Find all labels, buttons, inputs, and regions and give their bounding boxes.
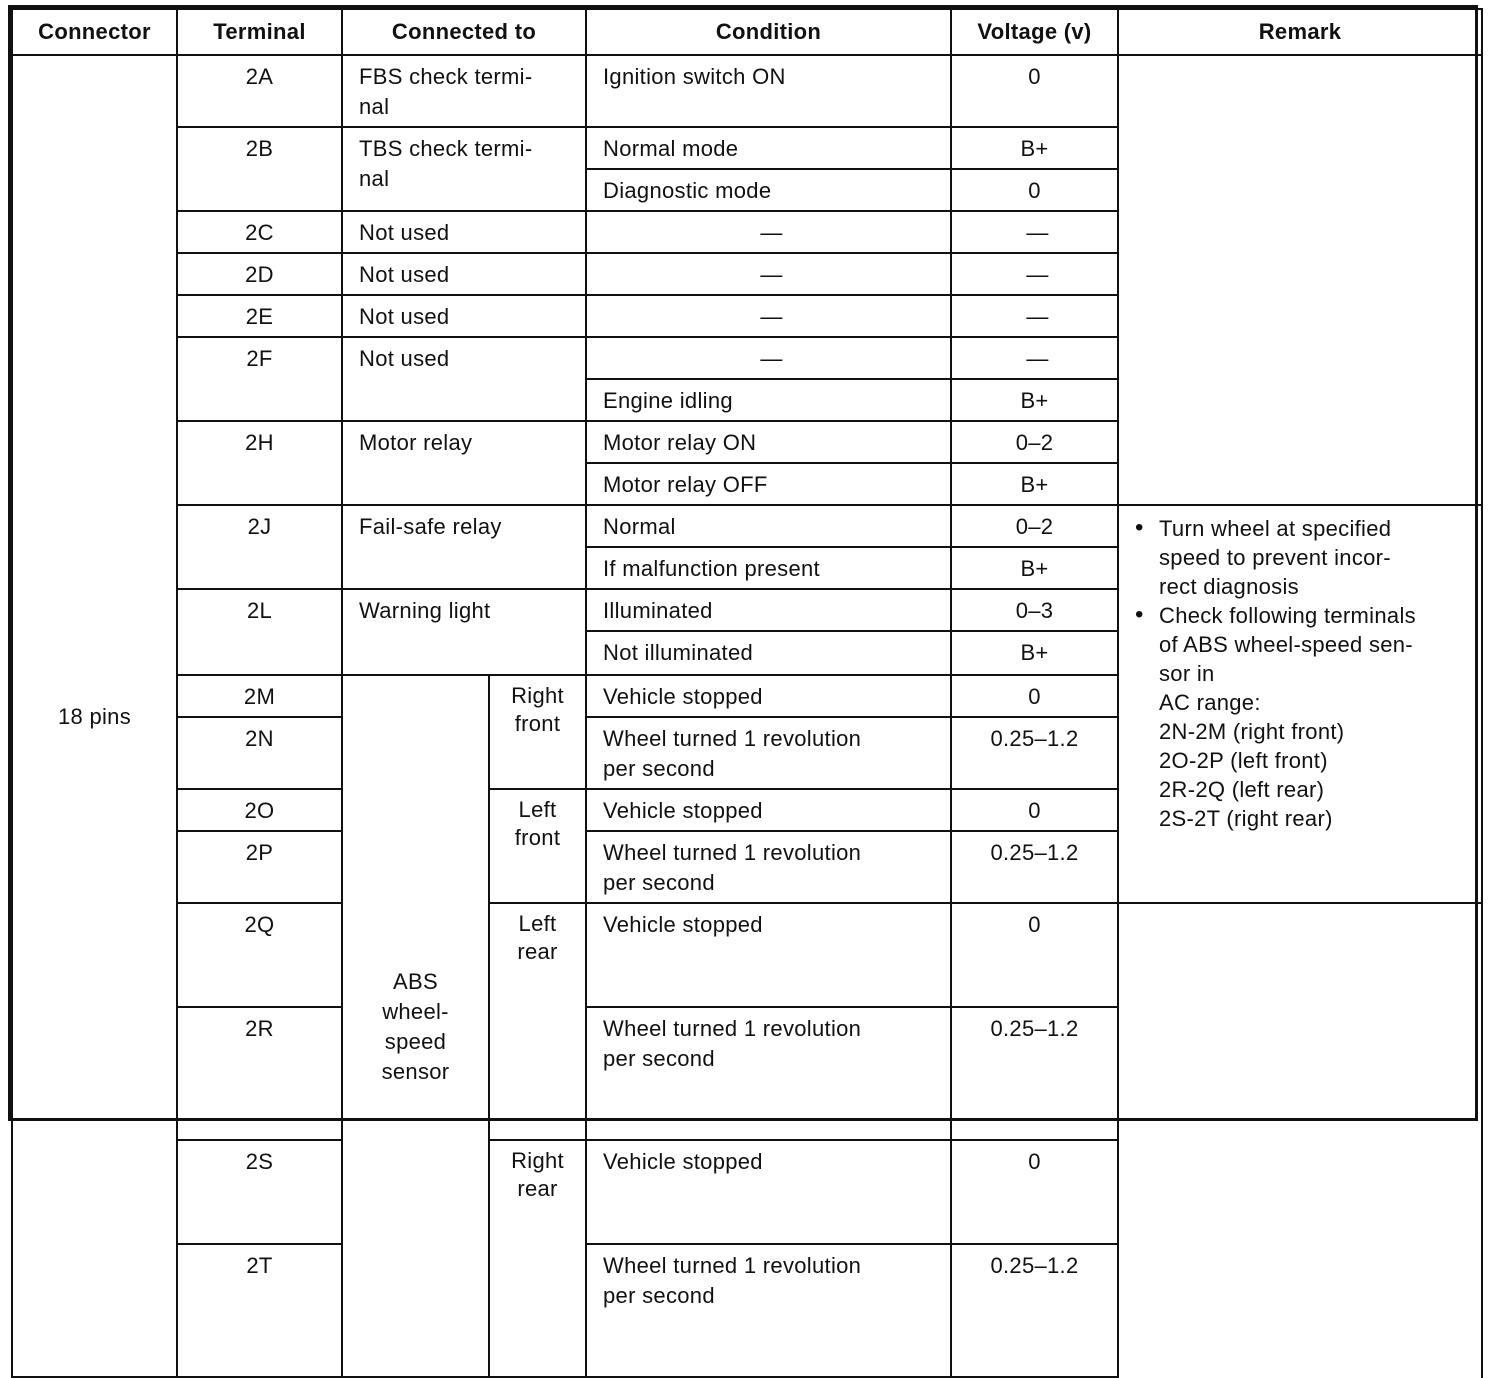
terminal-cell: 2F (177, 337, 342, 421)
wheel-position-cell: Right front (489, 675, 586, 789)
abs-terminal-table (11, 8, 1483, 1378)
connected-to-cell: TBS check termi- nal (342, 127, 586, 211)
voltage-cell: — (951, 211, 1118, 253)
terminal-cell: 2T (177, 1244, 342, 1378)
wheel-position-cell: Left front (489, 789, 586, 903)
header-terminal: Terminal (177, 9, 342, 55)
condition-cell: — (586, 337, 951, 379)
voltage-cell: 0–2 (951, 505, 1118, 547)
header-row (12, 9, 1482, 55)
condition-cell: Wheel turned 1 revolution per second (586, 717, 951, 789)
condition-cell: If malfunction present (586, 547, 951, 589)
remark-ac-range (1118, 505, 1482, 903)
condition-cell: — (586, 295, 951, 337)
terminal-cell: 2N (177, 717, 342, 789)
connected-to-cell: Warning light (342, 589, 586, 675)
condition-cell: Normal (586, 505, 951, 547)
connected-to-cell: Not used (342, 295, 586, 337)
connected-to-cell: Not used (342, 253, 586, 295)
voltage-cell: 0.25–1.2 (951, 1007, 1118, 1141)
terminal-cell: 2S (177, 1140, 342, 1244)
header-connected-to: Connected to (342, 9, 586, 55)
voltage-cell: 0 (951, 789, 1118, 831)
voltage-cell: B+ (951, 379, 1118, 421)
voltage-cell: B+ (951, 127, 1118, 169)
table-row (12, 505, 1482, 547)
header-condition: Condition (586, 9, 951, 55)
voltage-cell: 0 (951, 1140, 1118, 1244)
condition-cell: Normal mode (586, 127, 951, 169)
voltage-cell: 0.25–1.2 (951, 1244, 1118, 1378)
condition-cell: — (586, 211, 951, 253)
connected-to-cell: Not used (342, 337, 586, 421)
condition-cell: Wheel turned 1 revolution per second (586, 831, 951, 903)
table-row (12, 1007, 1482, 1138)
wheel-position-cell: Left rear (489, 903, 586, 1140)
condition-cell: Illuminated (586, 589, 951, 631)
terminal-cell: 2J (177, 505, 342, 589)
voltage-cell: — (951, 295, 1118, 337)
voltage-cell: 0 (951, 55, 1118, 127)
header-connector: Connector (12, 9, 177, 55)
voltage-cell: — (951, 337, 1118, 379)
condition-cell: Ignition switch ON (586, 55, 951, 127)
voltage-cell: 0.25–1.2 (951, 717, 1118, 789)
voltage-cell: 0–2 (951, 421, 1118, 463)
connected-to-cell: Motor relay (342, 421, 586, 505)
terminal-cell: 2Q (177, 903, 342, 1007)
remark-bullet: • Check following terminals of ABS wheel-speed sen- sor in (1133, 601, 1473, 688)
wheel-position-cell: Right rear (489, 1140, 586, 1377)
terminal-cell: 2H (177, 421, 342, 505)
condition-cell: Not illuminated (586, 631, 951, 675)
voltage-cell: B+ (951, 547, 1118, 589)
connected-to-cell: Not used (342, 211, 586, 253)
condition-cell: Diagnostic mode (586, 169, 951, 211)
terminal-cell: 2L (177, 589, 342, 675)
table-row (12, 1244, 1482, 1375)
table-row (12, 903, 1482, 1007)
voltage-cell: 0 (951, 169, 1118, 211)
voltage-cell: B+ (951, 463, 1118, 505)
condition-cell: Wheel turned 1 revolution per second (586, 1007, 951, 1141)
condition-cell: Motor relay ON (586, 421, 951, 463)
terminal-cell: 2M (177, 675, 342, 717)
terminal-cell: 2O (177, 789, 342, 831)
terminal-cell: 2R (177, 1007, 342, 1141)
voltage-cell: B+ (951, 631, 1118, 675)
voltage-cell: 0 (951, 903, 1118, 1007)
header-remark: Remark (1118, 9, 1482, 55)
condition-cell: — (586, 253, 951, 295)
table-row (12, 1140, 1482, 1244)
condition-cell: Wheel turned 1 revolution per second (586, 1244, 951, 1378)
header-voltage: Voltage (v) (951, 9, 1118, 55)
remark-cell-empty (1118, 55, 1482, 505)
condition-cell: Vehicle stopped (586, 903, 951, 1007)
condition-cell: Motor relay OFF (586, 463, 951, 505)
connector-cell: 18 pins (12, 55, 177, 1377)
condition-cell: Vehicle stopped (586, 675, 951, 717)
terminal-cell: 2D (177, 253, 342, 295)
remark-terminal-pairs: AC range: 2N-2M (right front) 2O-2P (left front) 2R-2Q (left rear) 2S-2T (right rear) (1159, 690, 1345, 831)
voltage-cell: 0.25–1.2 (951, 831, 1118, 903)
voltage-cell: 0 (951, 675, 1118, 717)
terminal-cell: 2P (177, 831, 342, 903)
terminal-cell: 2C (177, 211, 342, 253)
condition-cell: Vehicle stopped (586, 789, 951, 831)
connected-to-cell: Fail-safe relay (342, 505, 586, 589)
terminal-cell: 2B (177, 127, 342, 211)
terminal-cell: 2E (177, 295, 342, 337)
connected-to-cell: FBS check termi- nal (342, 55, 586, 127)
voltage-cell: — (951, 253, 1118, 295)
voltage-cell: 0–3 (951, 589, 1118, 631)
table-row (12, 55, 1482, 127)
abs-wheel-speed-sensor-cell: ABS wheel- speed sensor (342, 675, 489, 1377)
terminal-cell: 2A (177, 55, 342, 127)
remark-bullet: • Turn wheel at specified speed to prevent incor- rect diagnosis (1133, 514, 1473, 601)
terminal-voltage-table (8, 5, 1478, 1308)
condition-cell: Engine idling (586, 379, 951, 421)
condition-cell: Vehicle stopped (586, 1140, 951, 1244)
